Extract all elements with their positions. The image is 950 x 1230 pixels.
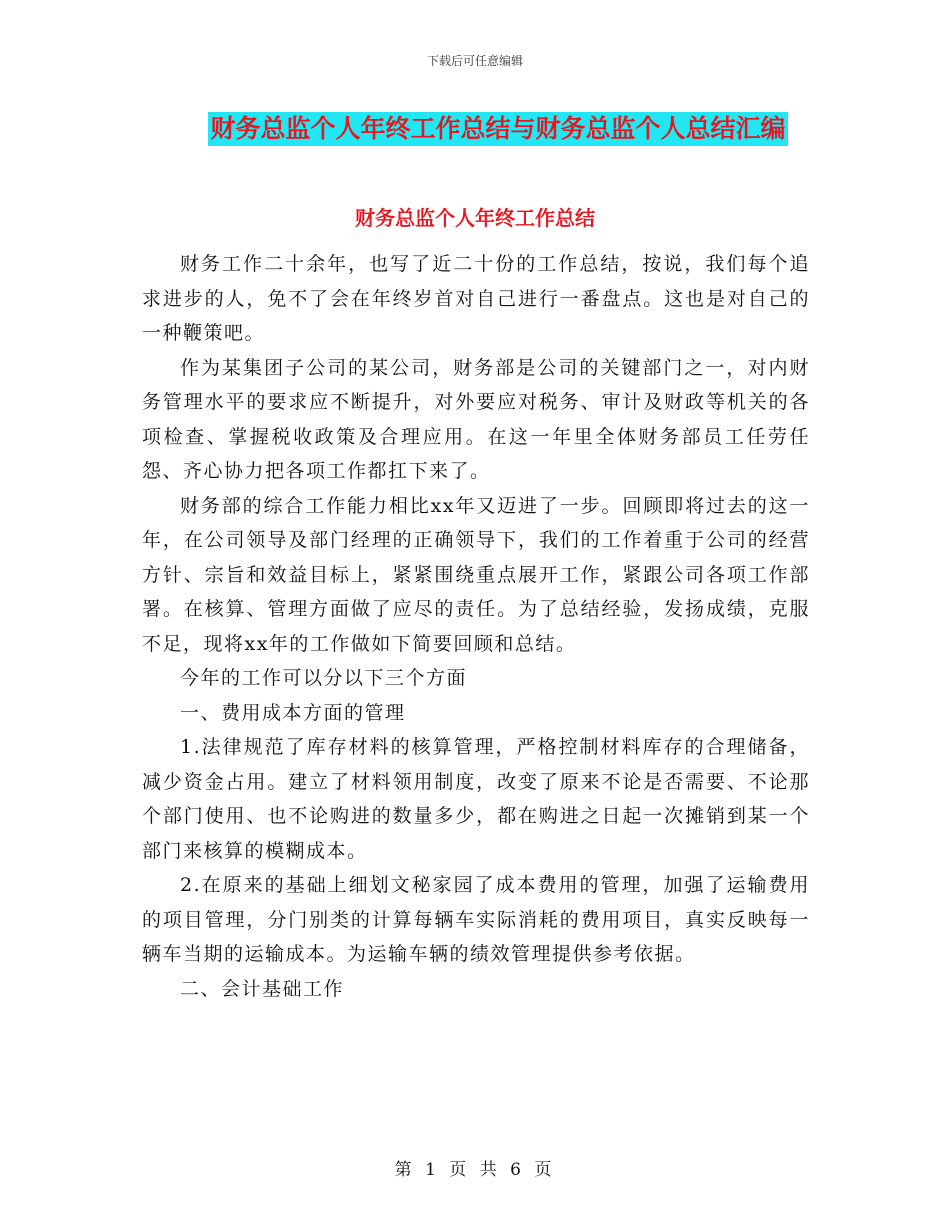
paragraph: 财务工作二十余年，也写了近二十份的工作总结，按说，我们每个追求进步的人，免不了会在年终岁首对自己进行一番盘点。这也是对自己的一种鞭策吧。: [142, 253, 810, 344]
paragraph: 一、费用成本方面的管理: [180, 701, 406, 724]
paragraph: 财务部的综合工作能力相比xx年又迈进了一步。回顾即将过去的这一年，在公司领导及部门经理的正确领导下，我们的工作着重于公司的经营方针、宗旨和效益目标上，紧紧围绕重点展开工作，紧跟公司各项工作部署。在核算、管理方面做了应尽的责任。为了总结经验，发扬成绩，克服不足，现将xx年的工作做如下简要回顾和总结。: [142, 494, 810, 655]
paragraph: 2.在原来的基础上细划文秘家园了成本费用的管理，加强了运输费用的项目管理，分门别类的计算每辆车实际消耗的费用项目，真实反映每一辆车当期的运输成本。为运输车辆的绩效管理提供参考依据。: [142, 874, 810, 965]
paragraph: 作为某集团子公司的某公司，财务部是公司的关键部门之一，对内财务管理水平的要求应不断提升，对外要应对税务、审计及财政等机关的各项检查、掌握税收政策及合理应用。在这一年里全体财务部员工任劳任怨、齐心协力把各项工作都扛下来了。: [142, 356, 810, 482]
document-title-container: [0, 112, 950, 146]
page-footer: 第 1 页 共 6 页: [394, 1160, 556, 1180]
header-note: 下载后可任意编辑: [426, 54, 523, 68]
paragraph: 1.法律规范了库存材料的核算管理，严格控制材料库存的合理储备，减少资金占用。建立了材料领用制度，改变了原来不论是否需要、不论那个部门使用、也不论购进的数量多少，都在购进之日起一次摊销到某一个部门来核算的模糊成本。: [142, 736, 810, 862]
document-body: [142, 247, 810, 1006]
paragraph: 今年的工作可以分以下三个方面: [180, 667, 468, 689]
document-title: 财务总监个人年终工作总结与财务总监个人总结汇编: [208, 112, 787, 146]
paragraph: 二、会计基础工作: [180, 977, 345, 1000]
section-title: 财务总监个人年终工作总结: [355, 206, 595, 230]
